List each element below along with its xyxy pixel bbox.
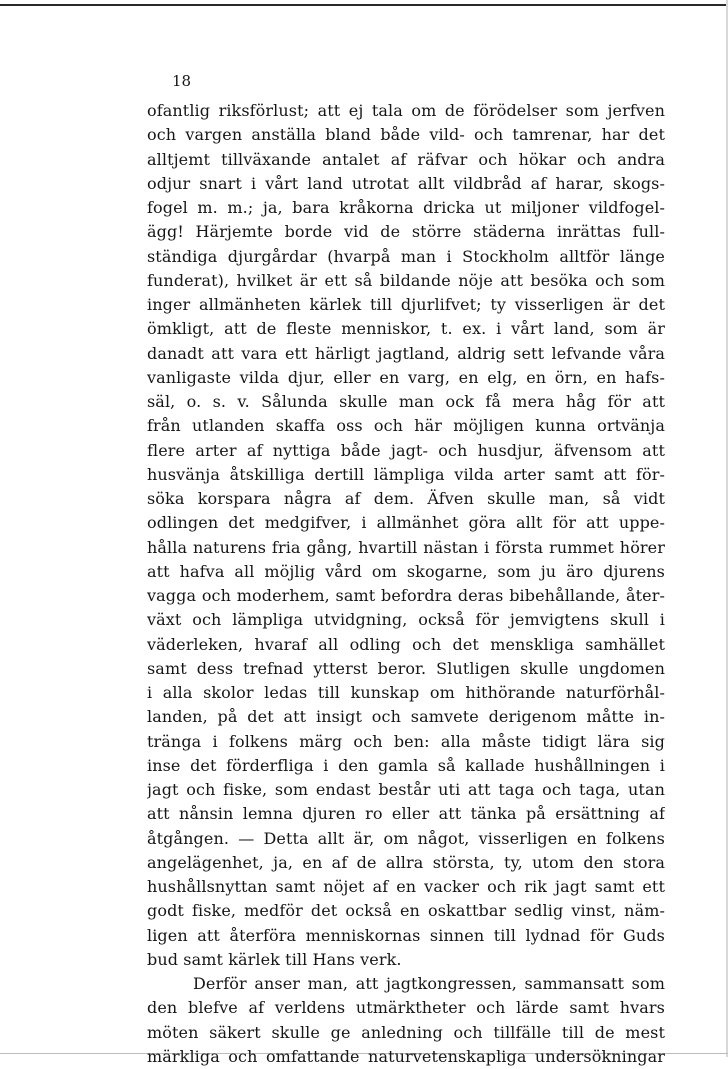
text-line: flere arter af nyttiga både jagt- och husdjur, äfvensom att xyxy=(147,440,665,460)
text-line: samt dess trefnad ytterst beror. Slutligen skulle ungdomen xyxy=(147,658,665,678)
text-line: godt fiske, medför det också en oskattbar sedlig vinst, näm- xyxy=(147,901,665,921)
text-line: märkliga och omfattande naturvetenskapliga undersökningar xyxy=(147,1046,665,1066)
text-line: inse det förderfliga i den gamla så kallade hushållningen i xyxy=(147,755,665,775)
text-line: från utlanden skaffa oss och här möjligen kunna ortvänja xyxy=(147,416,665,436)
text-line: inger allmänheten kärlek till djurlifvet; ty visserligen är det xyxy=(147,295,665,314)
text-line: danadt att vara ett härligt jagtland, aldrig sett lefvande våra xyxy=(147,343,665,363)
text-line: alltjemt tillväxande antalet af räfvar och hökar och andra xyxy=(147,149,665,169)
body-text xyxy=(147,99,665,1069)
text-line: den blefve af verldens utmärktheter och lärde samt hvars xyxy=(147,998,665,1018)
paragraph-start-line: Derför anser man, att jagtkongressen, sammansatt som xyxy=(193,974,665,993)
text-line: åtgången. — Detta allt är, om något, visserligen en folkens xyxy=(147,828,665,848)
text-line: landen, på det att insigt och samvete derigenom måtte in- xyxy=(147,707,665,727)
text-line: odlingen det medgifver, i allmänhet göra allt för att uppe- xyxy=(147,513,665,533)
page-number: 18 xyxy=(172,72,192,90)
text-line: säl, o. s. v. Sålunda skulle man ock få mera håg för att xyxy=(147,392,665,411)
paragraph-end-line: bud samt kärlek till Hans verk. xyxy=(147,949,402,969)
text-line: fogel m. m.; ja, bara kråkorna dricka ut miljoner vildfogel- xyxy=(147,198,665,217)
text-line: möten säkert skulle ge anledning och tillfälle till de mest xyxy=(147,1022,665,1042)
text-line: i alla skolor ledas till kunskap om hithörande naturförhål- xyxy=(147,683,665,702)
text-line: att hafva all möjlig vård om skogarne, som ju äro djurens xyxy=(147,561,665,581)
text-line: hålla naturens fria gång, hvartill nästan i första rummet hörer xyxy=(147,537,665,557)
text-line: söka korspara några af dem. Äfven skulle man, så vidt xyxy=(147,489,665,508)
text-line: husvänja åtskilliga dertill lämpliga vilda arter samt att för- xyxy=(147,464,665,484)
text-line: tränga i folkens märg och ben: alla måste tidigt lära sig xyxy=(147,731,665,751)
text-line: vagga och moderhem, samt befordra deras bibehållande, åter- xyxy=(147,586,665,605)
text-line: jagt och fiske, som endast består uti att taga och taga, utan xyxy=(147,780,665,799)
text-line: vanligaste vilda djur, eller en varg, en elg, en örn, en hafs- xyxy=(147,367,665,387)
text-line: ligen att återföra menniskornas sinnen till lydnad för Guds xyxy=(147,925,665,945)
text-line: odjur snart i vårt land utrotat allt vildbråd af harar, skogs- xyxy=(147,173,665,193)
text-line: ofantlig riksförlust; att ej tala om de förödelser som jerfven xyxy=(147,101,665,120)
text-line: angelägenhet, ja, en af de allra största, ty, utom den stora xyxy=(147,852,665,872)
text-line: ömkligt, att de fleste menniskor, t. ex. i vårt land, som är xyxy=(147,319,665,339)
text-line: och vargen anställa bland både vild- och tamrenar, har det xyxy=(147,125,665,145)
text-line: funderat), hvilket är ett så bildande nöje att besöka och som xyxy=(147,270,665,290)
text-line: att nånsin lemna djuren ro eller att tänka på ersättning af xyxy=(147,804,665,824)
text-line: hushållsnyttan samt nöjet af en vacker och rik jagt samt ett xyxy=(147,877,665,896)
text-line: ständiga djurgårdar (hvarpå man i Stockholm alltför länge xyxy=(147,246,665,266)
text-line: ägg! Härjemte borde vid de större städerna inrättas full- xyxy=(147,222,665,242)
top-page-edge xyxy=(0,4,728,6)
text-line: växt och lämpliga utvidgning, också för jemvigtens skull i xyxy=(147,610,665,630)
text-line: väderleken, hvaraf all odling och det menskliga samhället xyxy=(147,634,665,654)
